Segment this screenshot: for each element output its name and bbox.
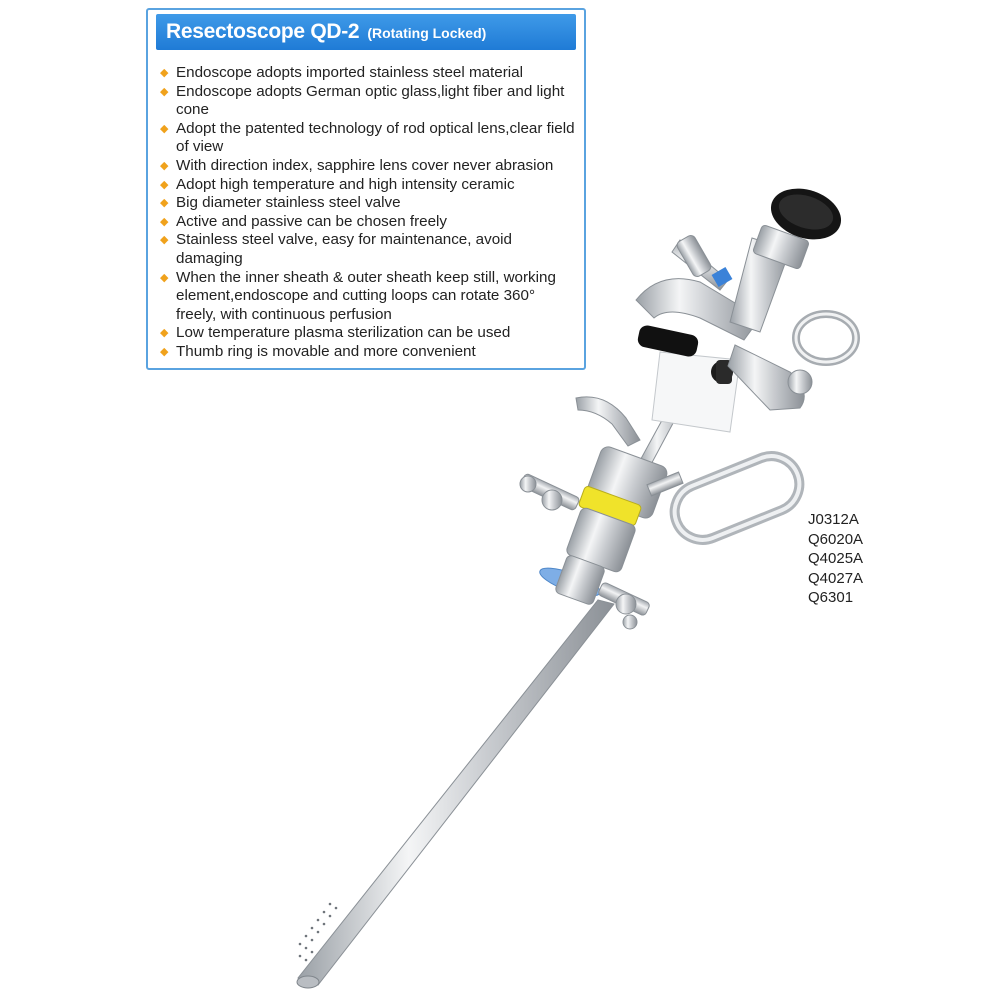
title-bar	[156, 14, 576, 50]
diamond-bullet-icon: ◆	[160, 271, 169, 284]
list-item: ◆ Adopt the patented technology of rod optical lens,clear field of view	[160, 119, 575, 156]
finger-grip	[576, 397, 640, 446]
diamond-bullet-icon: ◆	[160, 345, 169, 358]
model-number: Q6301	[808, 589, 854, 606]
model-number: Q4025A	[808, 550, 864, 567]
list-item: ◆ Endoscope adopts imported stainless steel material	[160, 64, 523, 81]
inflow-valve	[520, 473, 580, 511]
diamond-bullet-icon: ◆	[160, 122, 169, 135]
diamond-bullet-icon: ◆	[160, 178, 169, 191]
product-title: Resectoscope QD-2	[166, 20, 360, 43]
diamond-bullet-icon: ◆	[160, 197, 169, 210]
list-item: ◆ Stainless steel valve, easy for maintenance, avoid damaging	[160, 231, 512, 267]
diamond-bullet-icon: ◆	[160, 67, 169, 79]
feature-list	[158, 64, 578, 362]
list-item: ◆ Active and passive can be chosen freely	[160, 212, 448, 230]
diamond-bullet-icon: ◆	[160, 215, 169, 228]
model-number-list	[808, 510, 863, 608]
outer-sheath-shaft	[297, 600, 614, 988]
model-number: J0312A	[808, 511, 859, 528]
model-number: Q6020A	[808, 530, 864, 548]
sheath-body	[537, 445, 669, 606]
list-item: ◆ Low temperature plasma sterilization can be used	[160, 324, 511, 342]
model-number: Q4027A	[808, 569, 864, 587]
list-item: ◆ When the inner sheath & outer sheath keep still, working element,endoscope and cutting loops can rotate 360° freely, with continuous perfusion	[160, 268, 556, 323]
thumb-loop	[647, 448, 808, 549]
list-item: ◆ Adopt high temperature and high intensity ceramic	[160, 175, 515, 193]
product-subtitle: (Rotating Locked)	[367, 25, 487, 41]
diamond-bullet-icon: ◆	[160, 327, 169, 340]
ceramic-block	[652, 352, 740, 432]
thumb-ring	[788, 314, 856, 394]
spec-card	[146, 8, 586, 370]
list-item: ◆ Thumb ring is movable and more convenient	[160, 342, 476, 360]
diamond-bullet-icon: ◆	[160, 85, 169, 98]
diamond-bullet-icon: ◆	[160, 234, 169, 247]
diamond-bullet-icon: ◆	[160, 159, 169, 172]
list-item: ◆ Big diameter stainless steel valve	[160, 194, 401, 212]
list-item: ◆ Endoscope adopts German optic glass,light fiber and light cone	[160, 82, 565, 119]
list-item: ◆ With direction index, sapphire lens cover never abrasion	[160, 156, 554, 174]
